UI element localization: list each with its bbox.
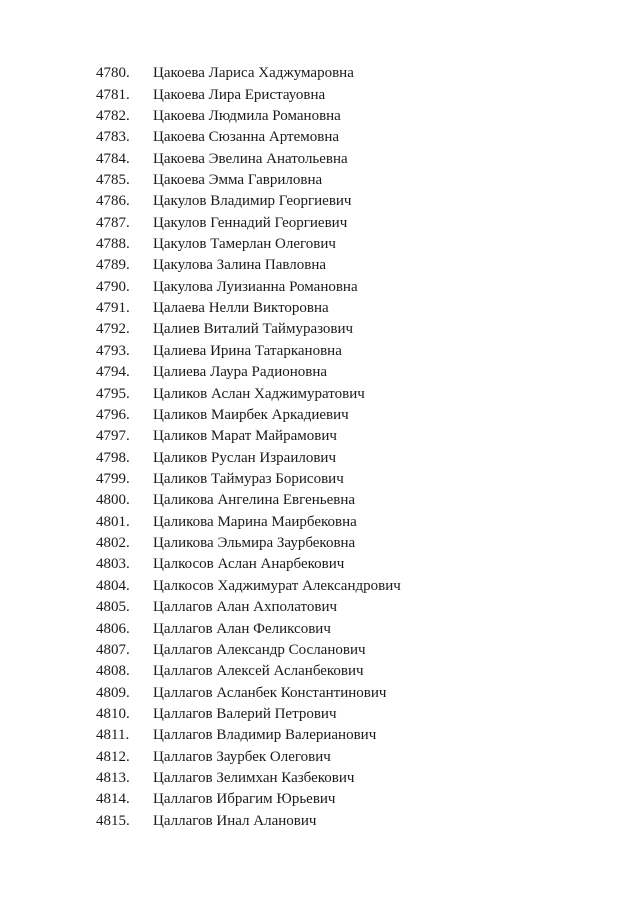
list-item xyxy=(96,682,401,703)
entry-number: 4815. xyxy=(96,812,130,829)
entry-name: Цаликова Марина Маирбековна xyxy=(153,513,357,530)
entry-number: 4794. xyxy=(96,364,130,381)
entry-number: 4796. xyxy=(96,406,130,423)
list-item xyxy=(96,191,401,212)
list-item xyxy=(96,341,401,362)
entry-name: Цаликова Ангелина Евгеньевна xyxy=(153,492,356,509)
entry-name: Цакоева Сюзанна Артемовна xyxy=(153,129,340,146)
entry-number: 4810. xyxy=(96,705,130,722)
entry-name: Цаллагов Алан Ахполатович xyxy=(153,599,338,616)
entry-name: Цалиев Виталий Таймуразович xyxy=(153,321,354,338)
entry-number: 4800. xyxy=(96,492,130,509)
entry-name: Цакулова Залина Павловна xyxy=(153,257,327,274)
list-item xyxy=(96,512,401,533)
entry-number: 4780. xyxy=(96,65,130,82)
list-item xyxy=(96,554,401,575)
list-item xyxy=(96,63,401,84)
entry-number: 4787. xyxy=(96,214,130,231)
entry-name: Цаллагов Заурбек Олегович xyxy=(153,748,331,765)
entry-name: Цаллагов Алексей Асланбекович xyxy=(153,663,364,680)
entry-name: Цакоева Эвелина Анатольевна xyxy=(153,150,348,167)
list-item xyxy=(96,362,401,383)
entry-number: 4782. xyxy=(96,107,130,124)
list-item xyxy=(96,704,401,725)
entry-number: 4814. xyxy=(96,791,130,808)
entry-name: Цалаева Нелли Викторовна xyxy=(153,300,329,317)
entry-number: 4797. xyxy=(96,428,130,445)
list-item xyxy=(96,533,401,554)
entry-name: Цаликов Руслан Израилович xyxy=(153,449,336,466)
entry-name: Цалкосов Аслан Анарбекович xyxy=(153,556,345,573)
list-item xyxy=(96,170,401,191)
entry-number: 4813. xyxy=(96,770,130,787)
entry-name: Цаллагов Зелимхан Казбекович xyxy=(153,770,355,787)
list-item xyxy=(96,298,401,319)
list-item xyxy=(96,597,401,618)
list-item xyxy=(96,255,401,276)
entry-name: Цаллагов Александр Сосланович xyxy=(153,641,366,658)
entry-number: 4785. xyxy=(96,171,130,188)
entry-number: 4807. xyxy=(96,641,130,658)
list-item xyxy=(96,811,401,832)
entry-number: 4801. xyxy=(96,513,130,530)
entry-number: 4791. xyxy=(96,300,130,317)
list-item xyxy=(96,213,401,234)
entry-number: 4790. xyxy=(96,278,130,295)
entry-name: Цаллагов Асланбек Константинович xyxy=(153,684,387,701)
list-item xyxy=(96,490,401,511)
entry-number: 4812. xyxy=(96,748,130,765)
list-item xyxy=(96,725,401,746)
entry-number: 4804. xyxy=(96,577,130,594)
list-item xyxy=(96,277,401,298)
list-item xyxy=(96,405,401,426)
entry-number: 4808. xyxy=(96,663,130,680)
list-item xyxy=(96,469,401,490)
entry-number: 4811. xyxy=(96,727,130,744)
name-list xyxy=(96,63,401,832)
entry-name: Цалиева Ирина Татаркановна xyxy=(153,342,342,359)
list-item xyxy=(96,640,401,661)
entry-name: Цалкосов Хаджимурат Александрович xyxy=(153,577,401,594)
list-item xyxy=(96,106,401,127)
entry-number: 4784. xyxy=(96,150,130,167)
entry-number: 4793. xyxy=(96,342,130,359)
entry-number: 4802. xyxy=(96,535,130,552)
list-item xyxy=(96,576,401,597)
list-item xyxy=(96,426,401,447)
entry-name: Цаллагов Алан Феликсович xyxy=(153,620,331,637)
entry-name: Цакоева Лариса Хаджумаровна xyxy=(153,65,354,82)
entry-name: Цаликов Таймураз Борисович xyxy=(153,471,344,487)
entry-number: 4788. xyxy=(96,236,130,253)
entry-number: 4809. xyxy=(96,684,130,701)
list-item xyxy=(96,618,401,639)
entry-name: Цаллагов Ибрагим Юрьевич xyxy=(153,791,336,808)
entry-name: Цаликов Марат Майрамович xyxy=(153,428,337,445)
entry-name: Цакулов Геннадий Георгиевич xyxy=(153,214,348,231)
entry-number: 4781. xyxy=(96,86,130,103)
entry-number: 4786. xyxy=(96,193,130,210)
entry-name: Цалиева Лаура Радионовна xyxy=(153,364,328,381)
list-item xyxy=(96,768,401,789)
entry-name: Цаллагов Валерий Петрович xyxy=(153,705,337,722)
entry-number: 4783. xyxy=(96,129,130,146)
list-item xyxy=(96,789,401,810)
entry-number: 4798. xyxy=(96,449,130,466)
entry-name: Цакулов Владимир Георгиевич xyxy=(153,193,352,210)
list-item xyxy=(96,319,401,340)
list-item xyxy=(96,148,401,169)
entry-name: Цаликова Эльмира Заурбековна xyxy=(153,535,356,552)
entry-name: Цаллагов Инал Аланович xyxy=(153,812,317,829)
entry-name: Цакоева Людмила Романовна xyxy=(153,107,341,124)
entry-number: 4805. xyxy=(96,599,130,616)
list-item xyxy=(96,234,401,255)
entry-number: 4795. xyxy=(96,385,130,402)
entry-name: Цакоева Эмма Гавриловна xyxy=(153,171,323,188)
entry-number: 4806. xyxy=(96,620,130,637)
entry-number: 4799. xyxy=(96,471,130,487)
list-item xyxy=(96,661,401,682)
list-item xyxy=(96,127,401,148)
entry-name: Цакулова Луизианна Романовна xyxy=(153,278,358,295)
entry-number: 4789. xyxy=(96,257,130,274)
list-item xyxy=(96,84,401,105)
list-item xyxy=(96,447,401,468)
entry-number: 4792. xyxy=(96,321,130,338)
entry-name: Цаликов Аслан Хаджимуратович xyxy=(153,385,365,402)
list-item xyxy=(96,747,401,768)
entry-name: Цакулов Тамерлан Олегович xyxy=(153,236,336,253)
entry-name: Цаллагов Владимир Валерианович xyxy=(153,727,377,744)
entry-name: Цаликов Маирбек Аркадиевич xyxy=(153,406,349,423)
list-item xyxy=(96,383,401,404)
entry-name: Цакоева Лира Еристауовна xyxy=(153,86,326,103)
entry-number: 4803. xyxy=(96,556,130,573)
